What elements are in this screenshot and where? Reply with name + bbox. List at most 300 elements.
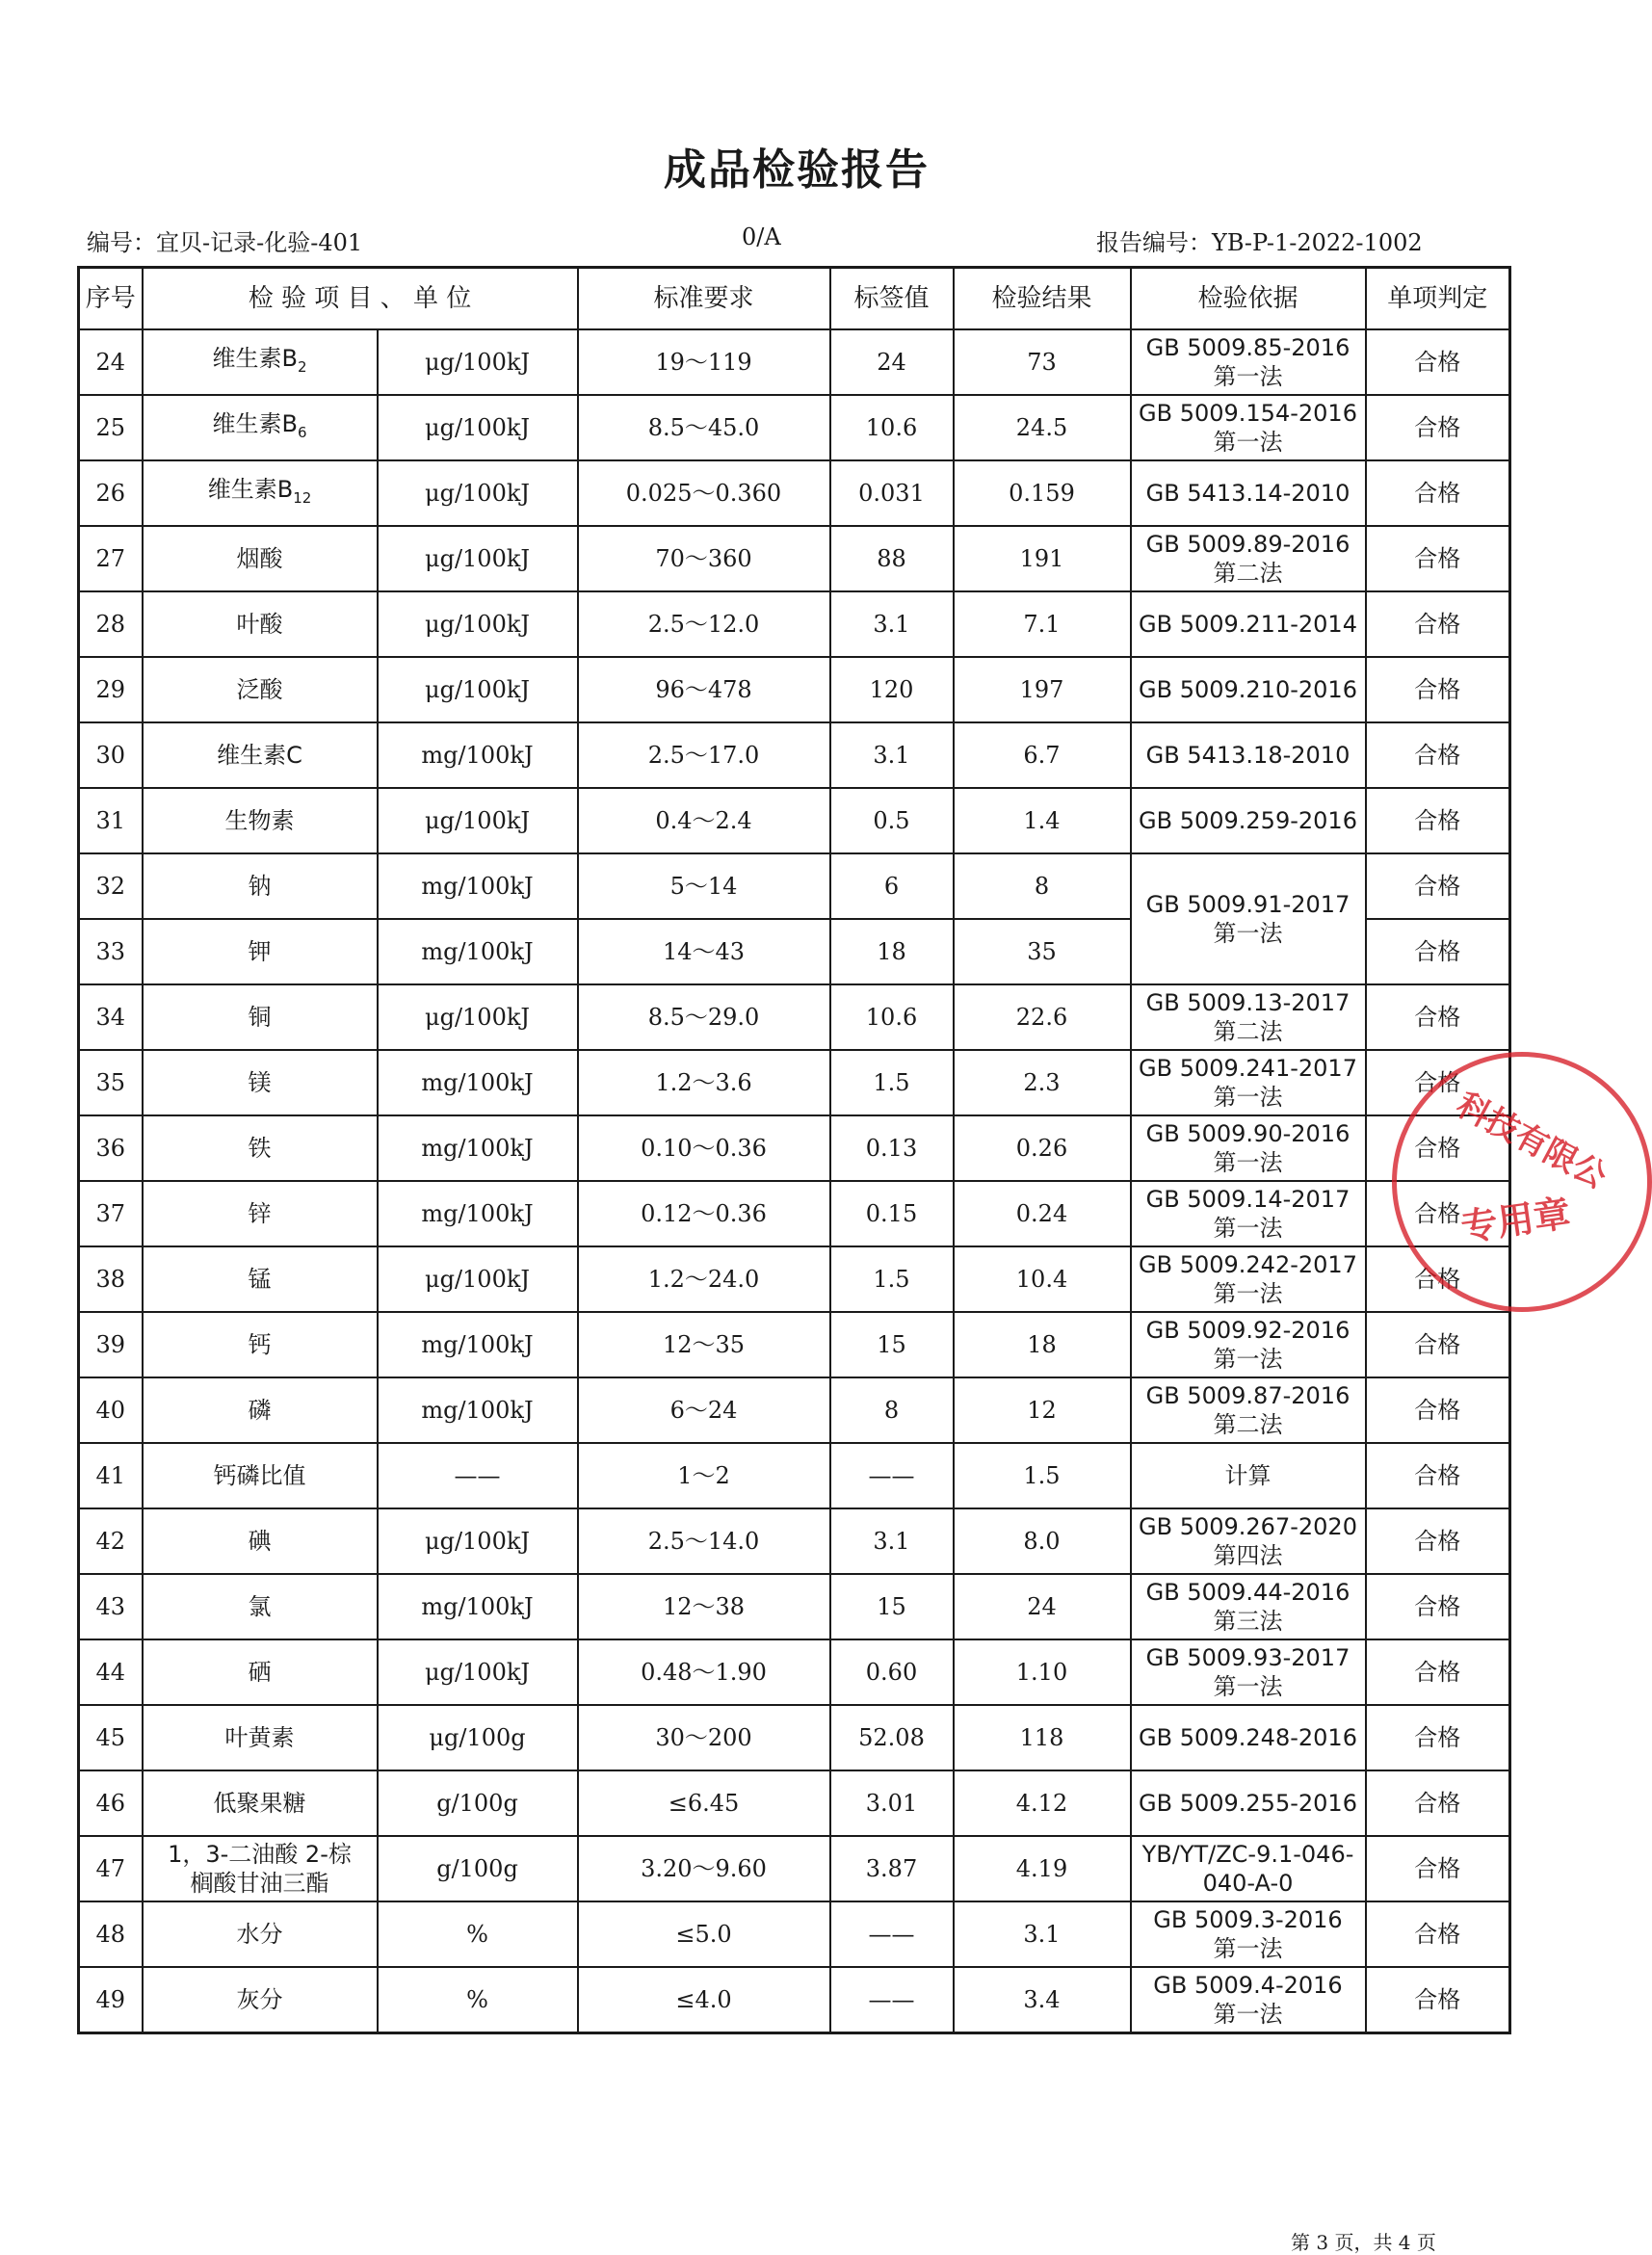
col-header-seq: 序号 (79, 268, 143, 330)
report-number: 报告编号：YB-P-1-2022-1002 (1096, 229, 1423, 256)
judge-cell: 合格 (1366, 1508, 1510, 1574)
item-name-cell (143, 395, 378, 460)
item-name: 维生素B (212, 409, 298, 437)
label-value-cell: —— (830, 1901, 954, 1967)
basis-line: GB 5413.18-2010 (1145, 742, 1350, 769)
basis-cell (1131, 984, 1366, 1050)
col-header-item-unit: 检 验 项 目 、 单 位 (143, 268, 578, 330)
col-header-standard: 标准要求 (578, 268, 830, 330)
label-value-cell: 6 (830, 853, 954, 919)
table-row (79, 1246, 1510, 1312)
judge-cell: 合格 (1366, 1967, 1510, 2033)
item-name: 钙 (248, 1331, 272, 1358)
judge-cell: 合格 (1366, 1639, 1510, 1705)
label-value-cell: 88 (830, 526, 954, 591)
table-row (79, 1312, 1510, 1377)
label-value-cell: 10.6 (830, 984, 954, 1050)
item-name: 灰分 (236, 1986, 283, 2013)
table-row (79, 1050, 1510, 1115)
judge-cell: 合格 (1366, 1901, 1510, 1967)
judge-cell: 合格 (1366, 1181, 1510, 1246)
judge-cell: 合格 (1366, 1705, 1510, 1770)
basis-line: 第一法 (1213, 429, 1283, 456)
item-name: 铁 (248, 1135, 272, 1162)
label-value-cell: 1.5 (830, 1050, 954, 1115)
unit-cell: μg/100kJ (378, 526, 578, 591)
basis-line: GB 5009.13-2017 (1145, 989, 1350, 1016)
basis-line: GB 5009.44-2016 (1145, 1579, 1350, 1606)
basis-line: YB/YT/ZC-9.1-046- (1141, 1841, 1354, 1868)
label-value-cell: 3.1 (830, 1508, 954, 1574)
item-name: 泛酸 (236, 676, 283, 703)
seq-cell: 44 (79, 1639, 143, 1705)
table-row (79, 460, 1510, 526)
seq-cell: 41 (79, 1443, 143, 1508)
label-value-cell: 0.5 (830, 788, 954, 853)
standard-cell: ≤6.45 (578, 1770, 830, 1836)
unit-cell: μg/100g (378, 1705, 578, 1770)
item-name: 烟酸 (236, 545, 283, 572)
col-header-label: 标签值 (830, 268, 954, 330)
unit-cell: mg/100kJ (378, 1050, 578, 1115)
basis-cell (1131, 526, 1366, 591)
result-cell: 118 (954, 1705, 1131, 1770)
table-row (79, 1967, 1510, 2033)
seq-cell: 30 (79, 722, 143, 788)
basis-line: 第四法 (1213, 1542, 1283, 1569)
unit-cell: μg/100kJ (378, 460, 578, 526)
basis-cell (1131, 1377, 1366, 1443)
judge-cell: 合格 (1366, 591, 1510, 657)
seq-cell: 49 (79, 1967, 143, 2033)
basis-line: 第二法 (1213, 560, 1283, 587)
seq-cell: 36 (79, 1115, 143, 1181)
label-value-cell: 10.6 (830, 395, 954, 460)
document-version: 0/A (742, 223, 781, 250)
label-value-cell: 0.031 (830, 460, 954, 526)
judge-cell: 合格 (1366, 329, 1510, 395)
seq-cell: 46 (79, 1770, 143, 1836)
item-name-cell (143, 1574, 378, 1639)
standard-cell: 8.5～29.0 (578, 984, 830, 1050)
item-name-cell (143, 591, 378, 657)
basis-cell (1131, 1574, 1366, 1639)
judge-cell: 合格 (1366, 853, 1510, 919)
standard-cell: 0.4～2.4 (578, 788, 830, 853)
seq-cell: 32 (79, 853, 143, 919)
item-name: 钠 (248, 873, 272, 900)
result-cell: 1.10 (954, 1639, 1131, 1705)
result-cell: 24 (954, 1574, 1131, 1639)
seq-cell: 39 (79, 1312, 143, 1377)
item-name-cell (143, 329, 378, 395)
standard-cell: 12～38 (578, 1574, 830, 1639)
item-name-cell (143, 1181, 378, 1246)
col-header-result: 检验结果 (954, 268, 1131, 330)
standard-cell: 2.5～14.0 (578, 1508, 830, 1574)
unit-cell: μg/100kJ (378, 1639, 578, 1705)
table-header-row (79, 268, 1510, 330)
basis-cell (1131, 788, 1366, 853)
seq-cell: 26 (79, 460, 143, 526)
col-header-basis: 检验依据 (1131, 268, 1366, 330)
judge-cell: 合格 (1366, 526, 1510, 591)
basis-line: 第二法 (1213, 1411, 1283, 1438)
basis-cell (1131, 1115, 1366, 1181)
item-name-cell (143, 788, 378, 853)
standard-cell: 2.5～12.0 (578, 591, 830, 657)
seq-cell: 48 (79, 1901, 143, 1967)
result-cell: 22.6 (954, 984, 1131, 1050)
basis-cell (1131, 460, 1366, 526)
result-cell: 3.4 (954, 1967, 1131, 2033)
basis-cell (1131, 1901, 1366, 1967)
item-name-line: 榈酸甘油三酯 (190, 1870, 329, 1897)
standard-cell: 0.48～1.90 (578, 1639, 830, 1705)
result-cell: 18 (954, 1312, 1131, 1377)
result-cell: 197 (954, 657, 1131, 722)
basis-cell (1131, 853, 1366, 984)
basis-line: 第一法 (1213, 1280, 1283, 1307)
item-name-cell (143, 1901, 378, 1967)
judge-cell: 合格 (1366, 1115, 1510, 1181)
basis-line: GB 5009.3-2016 (1153, 1906, 1343, 1933)
standard-cell: 70～360 (578, 526, 830, 591)
result-cell: 35 (954, 919, 1131, 984)
basis-line: GB 5009.91-2017 (1145, 891, 1350, 918)
item-name-cell (143, 722, 378, 788)
seq-cell: 40 (79, 1377, 143, 1443)
result-cell: 191 (954, 526, 1131, 591)
report-title: 成品检验报告 (664, 145, 930, 195)
item-name-line: 1，3-二油酸 2-棕 (168, 1841, 352, 1868)
basis-line: GB 5009.242-2017 (1139, 1251, 1357, 1278)
item-name-subscript: 12 (293, 488, 312, 507)
item-name: 锌 (248, 1200, 272, 1227)
judge-cell: 合格 (1366, 657, 1510, 722)
result-cell: 0.24 (954, 1181, 1131, 1246)
label-value-cell: 1.5 (830, 1246, 954, 1312)
unit-cell: mg/100kJ (378, 1377, 578, 1443)
unit-cell: μg/100kJ (378, 329, 578, 395)
standard-cell: 0.12～0.36 (578, 1181, 830, 1246)
unit-cell: mg/100kJ (378, 853, 578, 919)
item-name: 锰 (248, 1266, 272, 1293)
table-row (79, 1901, 1510, 1967)
result-cell: 12 (954, 1377, 1131, 1443)
item-name: 铜 (248, 1004, 272, 1031)
label-value-cell: 3.1 (830, 591, 954, 657)
result-cell: 4.12 (954, 1770, 1131, 1836)
result-cell: 8 (954, 853, 1131, 919)
basis-cell (1131, 1639, 1366, 1705)
label-value-cell: 15 (830, 1312, 954, 1377)
basis-line: GB 5009.154-2016 (1139, 400, 1357, 427)
judge-cell: 合格 (1366, 395, 1510, 460)
standard-cell: 19～119 (578, 329, 830, 395)
item-name: 生物素 (224, 807, 295, 834)
item-name: 钙磷比值 (213, 1462, 306, 1489)
seq-cell: 43 (79, 1574, 143, 1639)
unit-cell: μg/100kJ (378, 1246, 578, 1312)
table-row (79, 1377, 1510, 1443)
item-name: 维生素B (212, 344, 298, 372)
item-name-cell (143, 1377, 378, 1443)
label-value-cell: 0.15 (830, 1181, 954, 1246)
item-name-cell (143, 919, 378, 984)
item-name-cell (143, 1246, 378, 1312)
table-row (79, 1181, 1510, 1246)
document-code: 编号：宜贝-记录-化验-401 (87, 229, 363, 256)
item-name: 维生素B (207, 475, 294, 503)
label-value-cell: 3.87 (830, 1836, 954, 1901)
basis-cell (1131, 1508, 1366, 1574)
seq-cell: 25 (79, 395, 143, 460)
standard-cell: 1～2 (578, 1443, 830, 1508)
label-value-cell: 3.1 (830, 722, 954, 788)
basis-cell (1131, 591, 1366, 657)
standard-cell: 0.025～0.360 (578, 460, 830, 526)
table-row (79, 788, 1510, 853)
unit-cell: mg/100kJ (378, 1181, 578, 1246)
table-row (79, 1443, 1510, 1508)
item-name-cell (143, 1443, 378, 1508)
item-name-cell (143, 1836, 378, 1901)
table-row (79, 1115, 1510, 1181)
seq-cell: 42 (79, 1508, 143, 1574)
judge-cell: 合格 (1366, 919, 1510, 984)
item-name: 叶酸 (236, 611, 283, 638)
table-row (79, 329, 1510, 395)
basis-cell (1131, 1246, 1366, 1312)
label-value-cell: 8 (830, 1377, 954, 1443)
unit-cell: g/100g (378, 1770, 578, 1836)
label-value-cell: 24 (830, 329, 954, 395)
label-value-cell: 120 (830, 657, 954, 722)
unit-cell: % (378, 1901, 578, 1967)
table-body (79, 329, 1510, 2033)
unit-cell: μg/100kJ (378, 788, 578, 853)
item-name-cell (143, 526, 378, 591)
standard-cell: 1.2～3.6 (578, 1050, 830, 1115)
item-name: 维生素C (217, 742, 302, 769)
basis-line: GB 5009.255-2016 (1139, 1790, 1357, 1817)
result-cell: 1.4 (954, 788, 1131, 853)
table-row (79, 1508, 1510, 1574)
judge-cell: 合格 (1366, 1377, 1510, 1443)
standard-cell: 1.2～24.0 (578, 1246, 830, 1312)
seq-cell: 33 (79, 919, 143, 984)
basis-line: GB 5009.92-2016 (1145, 1317, 1350, 1344)
table-row (79, 1574, 1510, 1639)
basis-line: GB 5009.93-2017 (1145, 1644, 1350, 1671)
result-cell: 0.26 (954, 1115, 1131, 1181)
result-cell: 1.5 (954, 1443, 1131, 1508)
seq-cell: 29 (79, 657, 143, 722)
basis-cell (1131, 329, 1366, 395)
label-value-cell: —— (830, 1967, 954, 2033)
item-name: 硒 (248, 1659, 272, 1686)
table-row (79, 1770, 1510, 1836)
unit-cell: μg/100kJ (378, 591, 578, 657)
unit-cell: mg/100kJ (378, 722, 578, 788)
result-cell: 73 (954, 329, 1131, 395)
item-name-cell (143, 657, 378, 722)
table-row (79, 591, 1510, 657)
item-name-cell (143, 1639, 378, 1705)
table-row (79, 853, 1510, 919)
judge-cell: 合格 (1366, 1836, 1510, 1901)
item-name-cell (143, 1050, 378, 1115)
item-name-cell (143, 853, 378, 919)
label-value-cell: 0.13 (830, 1115, 954, 1181)
basis-cell (1131, 1312, 1366, 1377)
seq-cell: 38 (79, 1246, 143, 1312)
unit-cell: μg/100kJ (378, 984, 578, 1050)
seq-cell: 28 (79, 591, 143, 657)
standard-cell: 0.10～0.36 (578, 1115, 830, 1181)
result-cell: 4.19 (954, 1836, 1131, 1901)
basis-cell (1131, 657, 1366, 722)
basis-line: GB 5009.248-2016 (1139, 1724, 1357, 1751)
item-name-subscript: 2 (297, 357, 307, 376)
unit-cell: μg/100kJ (378, 395, 578, 460)
seq-cell: 34 (79, 984, 143, 1050)
unit-cell: mg/100kJ (378, 1312, 578, 1377)
basis-line: 第三法 (1213, 1608, 1283, 1635)
basis-cell (1131, 722, 1366, 788)
basis-line: 第一法 (1213, 363, 1283, 390)
judge-cell: 合格 (1366, 1574, 1510, 1639)
item-name-cell (143, 1967, 378, 2033)
standard-cell: 6～24 (578, 1377, 830, 1443)
judge-cell: 合格 (1366, 1443, 1510, 1508)
basis-cell (1131, 1967, 1366, 2033)
judge-cell: 合格 (1366, 1246, 1510, 1312)
seq-cell: 37 (79, 1181, 143, 1246)
basis-line: GB 5009.259-2016 (1139, 807, 1357, 834)
unit-cell: % (378, 1967, 578, 2033)
basis-line: GB 5009.85-2016 (1145, 334, 1350, 361)
basis-line: 第一法 (1213, 2001, 1283, 2028)
basis-cell (1131, 1770, 1366, 1836)
label-value-cell: 0.60 (830, 1639, 954, 1705)
item-name: 镁 (248, 1069, 272, 1096)
result-cell: 6.7 (954, 722, 1131, 788)
table-row (79, 1836, 1510, 1901)
item-name-cell (143, 1770, 378, 1836)
item-name-cell (143, 1115, 378, 1181)
judge-cell: 合格 (1366, 984, 1510, 1050)
basis-cell (1131, 1705, 1366, 1770)
item-name: 叶黄素 (224, 1724, 295, 1751)
unit-cell: g/100g (378, 1836, 578, 1901)
basis-line: GB 5009.14-2017 (1145, 1186, 1350, 1213)
judge-cell: 合格 (1366, 1050, 1510, 1115)
seal-top-text: 科技有限公 (1450, 1086, 1613, 1197)
unit-cell: mg/100kJ (378, 1115, 578, 1181)
table-row (79, 657, 1510, 722)
item-name: 碘 (248, 1528, 272, 1555)
basis-cell (1131, 1836, 1366, 1901)
label-value-cell: 18 (830, 919, 954, 984)
basis-cell (1131, 1181, 1366, 1246)
judge-cell: 合格 (1366, 1770, 1510, 1836)
basis-line: 第一法 (1213, 1673, 1283, 1700)
table-row (79, 1639, 1510, 1705)
basis-line: GB 5009.87-2016 (1145, 1382, 1350, 1409)
table-row (79, 1705, 1510, 1770)
standard-cell: 3.20～9.60 (578, 1836, 830, 1901)
result-cell: 10.4 (954, 1246, 1131, 1312)
standard-cell: 2.5～17.0 (578, 722, 830, 788)
item-name-subscript: 6 (297, 423, 307, 441)
seq-cell: 27 (79, 526, 143, 591)
table-row (79, 395, 1510, 460)
basis-line: 第一法 (1213, 1935, 1283, 1962)
basis-line: GB 5413.14-2010 (1145, 480, 1350, 507)
basis-cell (1131, 395, 1366, 460)
result-cell: 24.5 (954, 395, 1131, 460)
table-row (79, 526, 1510, 591)
col-header-judge: 单项判定 (1366, 268, 1510, 330)
label-value-cell: 3.01 (830, 1770, 954, 1836)
item-name-cell (143, 984, 378, 1050)
basis-line: GB 5009.241-2017 (1139, 1055, 1357, 1082)
item-name-cell (143, 1508, 378, 1574)
basis-line: 计算 (1224, 1462, 1272, 1489)
basis-line: 第一法 (1213, 1084, 1283, 1111)
standard-cell: ≤5.0 (578, 1901, 830, 1967)
unit-cell: mg/100kJ (378, 919, 578, 984)
standard-cell: 96～478 (578, 657, 830, 722)
seq-cell: 47 (79, 1836, 143, 1901)
standard-cell: 14～43 (578, 919, 830, 984)
item-name: 氯 (248, 1593, 272, 1620)
item-name-cell (143, 1312, 378, 1377)
standard-cell: 5～14 (578, 853, 830, 919)
unit-cell: μg/100kJ (378, 1508, 578, 1574)
item-name: 水分 (236, 1921, 283, 1948)
standard-cell: 8.5～45.0 (578, 395, 830, 460)
table-row (79, 984, 1510, 1050)
unit-cell: —— (378, 1443, 578, 1508)
judge-cell: 合格 (1366, 722, 1510, 788)
seal-bottom-text: 专用章 (1457, 1192, 1574, 1249)
standard-cell: 12～35 (578, 1312, 830, 1377)
basis-line: GB 5009.211-2014 (1139, 611, 1357, 638)
basis-line: 第一法 (1213, 920, 1283, 947)
basis-line: 第一法 (1213, 1346, 1283, 1373)
basis-line: 040-A-0 (1202, 1870, 1294, 1897)
result-cell: 8.0 (954, 1508, 1131, 1574)
basis-cell (1131, 1443, 1366, 1508)
seq-cell: 45 (79, 1705, 143, 1770)
result-cell: 7.1 (954, 591, 1131, 657)
unit-cell: μg/100kJ (378, 657, 578, 722)
table-row (79, 722, 1510, 788)
item-name: 钾 (248, 938, 272, 965)
basis-line: 第一法 (1213, 1215, 1283, 1242)
result-cell: 3.1 (954, 1901, 1131, 1967)
basis-line: 第二法 (1213, 1018, 1283, 1045)
seq-cell: 31 (79, 788, 143, 853)
result-cell: 0.159 (954, 460, 1131, 526)
standard-cell: 30～200 (578, 1705, 830, 1770)
judge-cell: 合格 (1366, 788, 1510, 853)
item-name: 低聚果糖 (213, 1790, 306, 1817)
basis-line: GB 5009.210-2016 (1139, 676, 1357, 703)
